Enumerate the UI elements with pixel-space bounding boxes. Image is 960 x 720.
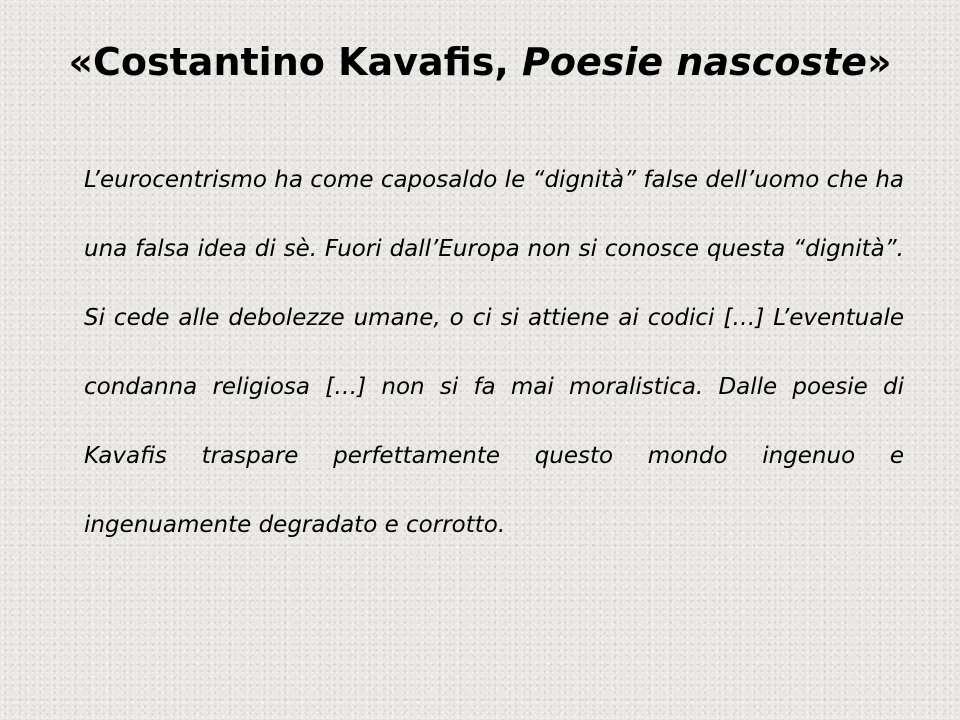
title-prefix: «Costantino Kavafis, [68,40,523,84]
title-book-name: Poesie nascoste [522,40,867,84]
title-suffix: » [866,40,892,84]
quote-body: L’eurocentrismo ha come caposaldo le “dignità” false dell’uomo che ha una falsa idea di sè. Fuori dall’Europa non si conosce questa “dignità”. Si cede alle debolezze umane, o ci si attiene ai codici […] L’eventuale condanna religiosa […] non si fa mai moralistica. Dalle poesie di Kavafis traspare perfettamente questo mondo ingenuo e ingenuamente degradato e corrotto. [84,167,905,538]
slide-title [40,42,920,84]
